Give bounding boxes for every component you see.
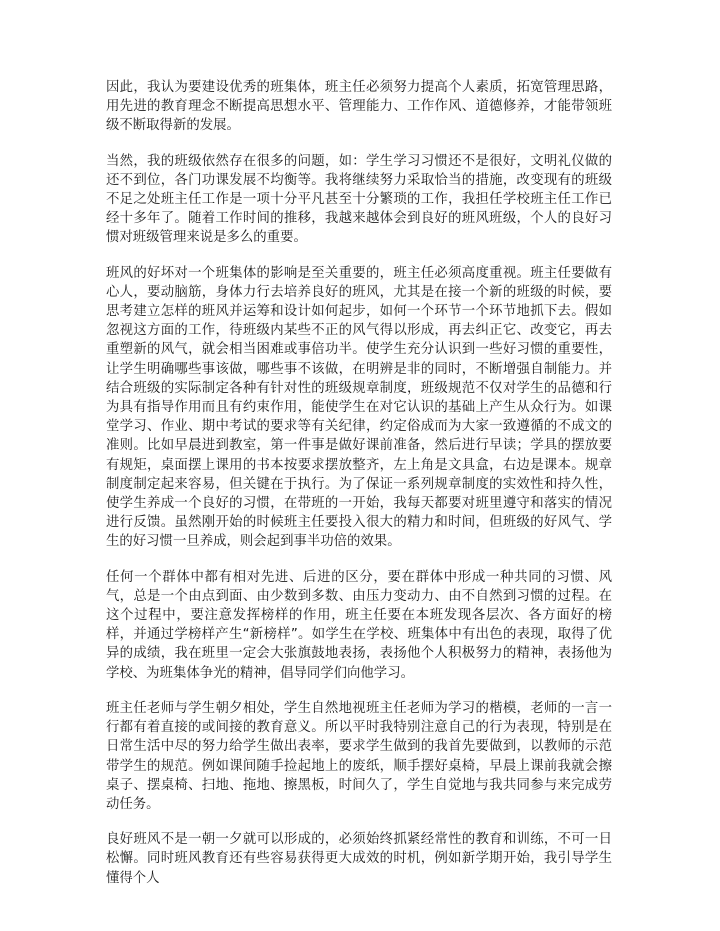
- document-body: [106, 78, 612, 904]
- paragraph-6: 良好班风不是一朝一夕就可以形成的，必须始终抓紧经常性的教育和训练，不可一日松懈。同时班风教育还有些容易获得更大成效的时机，例如新学期开始，我引导学生懂得个人: [106, 832, 612, 886]
- paragraph-1: 因此，我认为要建设优秀的班集体，班主任必须努力提高个人素质，拓宽管理思路，用先进的教育理念不断提高思想水平、管理能力、工作作风、道德修养，才能带领班级不断取得新的发展。: [106, 80, 612, 134]
- paragraph-3: 班风的好坏对一个班集体的影响是至关重要的，班主任必须高度重视。班主任要做有心人，要动脑筋，身体力行去培养良好的班风，尤其是在接一个新的班级的时候，要思考建立怎样的班风并运筹和设计如何起步，如何一个环节一个环节地抓下去。假如忽视这方面的工作，待班级内某些不正的风气得以形成，再去纠正它、改变它，再去重塑新的风气，就会相当困难或事倍功半。使学生充分认识到一些好习惯的重要性，让学生明确哪些事该做，哪些事不该做，在明辨是非的同时，不断增强自制能力。并结合班级的实际制定各种有针对性的班级规章制度，班级规范不仅对学生的品德和行为具有指导作用而且有约束作用，能使学生在对它认识的基础上产生从众行为。如课堂学习、作业、期中考试的要求等有关纪律，约定俗成而为大家一致遵循的不成文的准则。比如早晨进到教室，第一件事是做好课前准备，然后进行早读；学具的摆放要有规矩，桌面摆上课用的书本按要求摆放整齐，左上角是文具盒，右边是课本。规章制度制定起来容易，但关键在于执行。为了保证一系列规章制度的实效性和持久性，使学生养成一个良好的习惯，在带班的一开始，我每天都要对班里遵守和落实的情况进行反馈。虽然刚开始的时候班主任要投入很大的精力和时间，但班级的好风气、学生的好习惯一旦养成，则会起到事半功倍的效果。: [106, 265, 612, 550]
- paragraph-2: 当然，我的班级依然存在很多的问题，如：学生学习习惯还不是很好，文明礼仪做的还不到位，各门功课发展不均衡等。我将继续努力采取恰当的措施，改变现有的班级不足之处班主任工作是一项十分平凡甚至十分繁琐的工作，我担任学校班主任工作已经十多年了。随着工作时间的推移，我越来越体会到良好的班风班级，个人的良好习惯对班级管理来说是多么的重要。: [106, 153, 612, 246]
- paragraph-5: 班主任老师与学生朝夕相处，学生自然地视班主任老师为学习的楷模，老师的一言一行都有着直接的或间接的教育意义。所以平时我特别注意自己的行为表现，特别是在日常生活中尽的努力给学生做出表率，要求学生做到的我首先要做到，以教师的示范带学生的规范。例如课间随手捡起地上的废纸，顺手摆好桌椅，早晨上课前我就会擦桌子、摆桌椅、扫地、拖地、擦黑板，时间久了，学生自觉地与我共同参与来完成劳动任务。: [106, 700, 612, 812]
- paragraph-4: 任何一个群体中都有相对先进、后进的区分，要在群体中形成一种共同的习惯、风气，总是一个由点到面、由少数到多数、由压力变动力、由不自然到习惯的过程。在这个过程中，要注意发挥榜样的作用，班主任要在本班发现各层次、各方面好的榜样，并通过学榜样产生“新榜样”。如学生在学校、班集体中有出色的表现，取得了优异的成绩，我在班里一定会大张旗鼓地表扬，表扬他个人积极努力的精神，表扬他为学校、为班集体争光的精神，倡导同学们向他学习。: [106, 569, 612, 681]
